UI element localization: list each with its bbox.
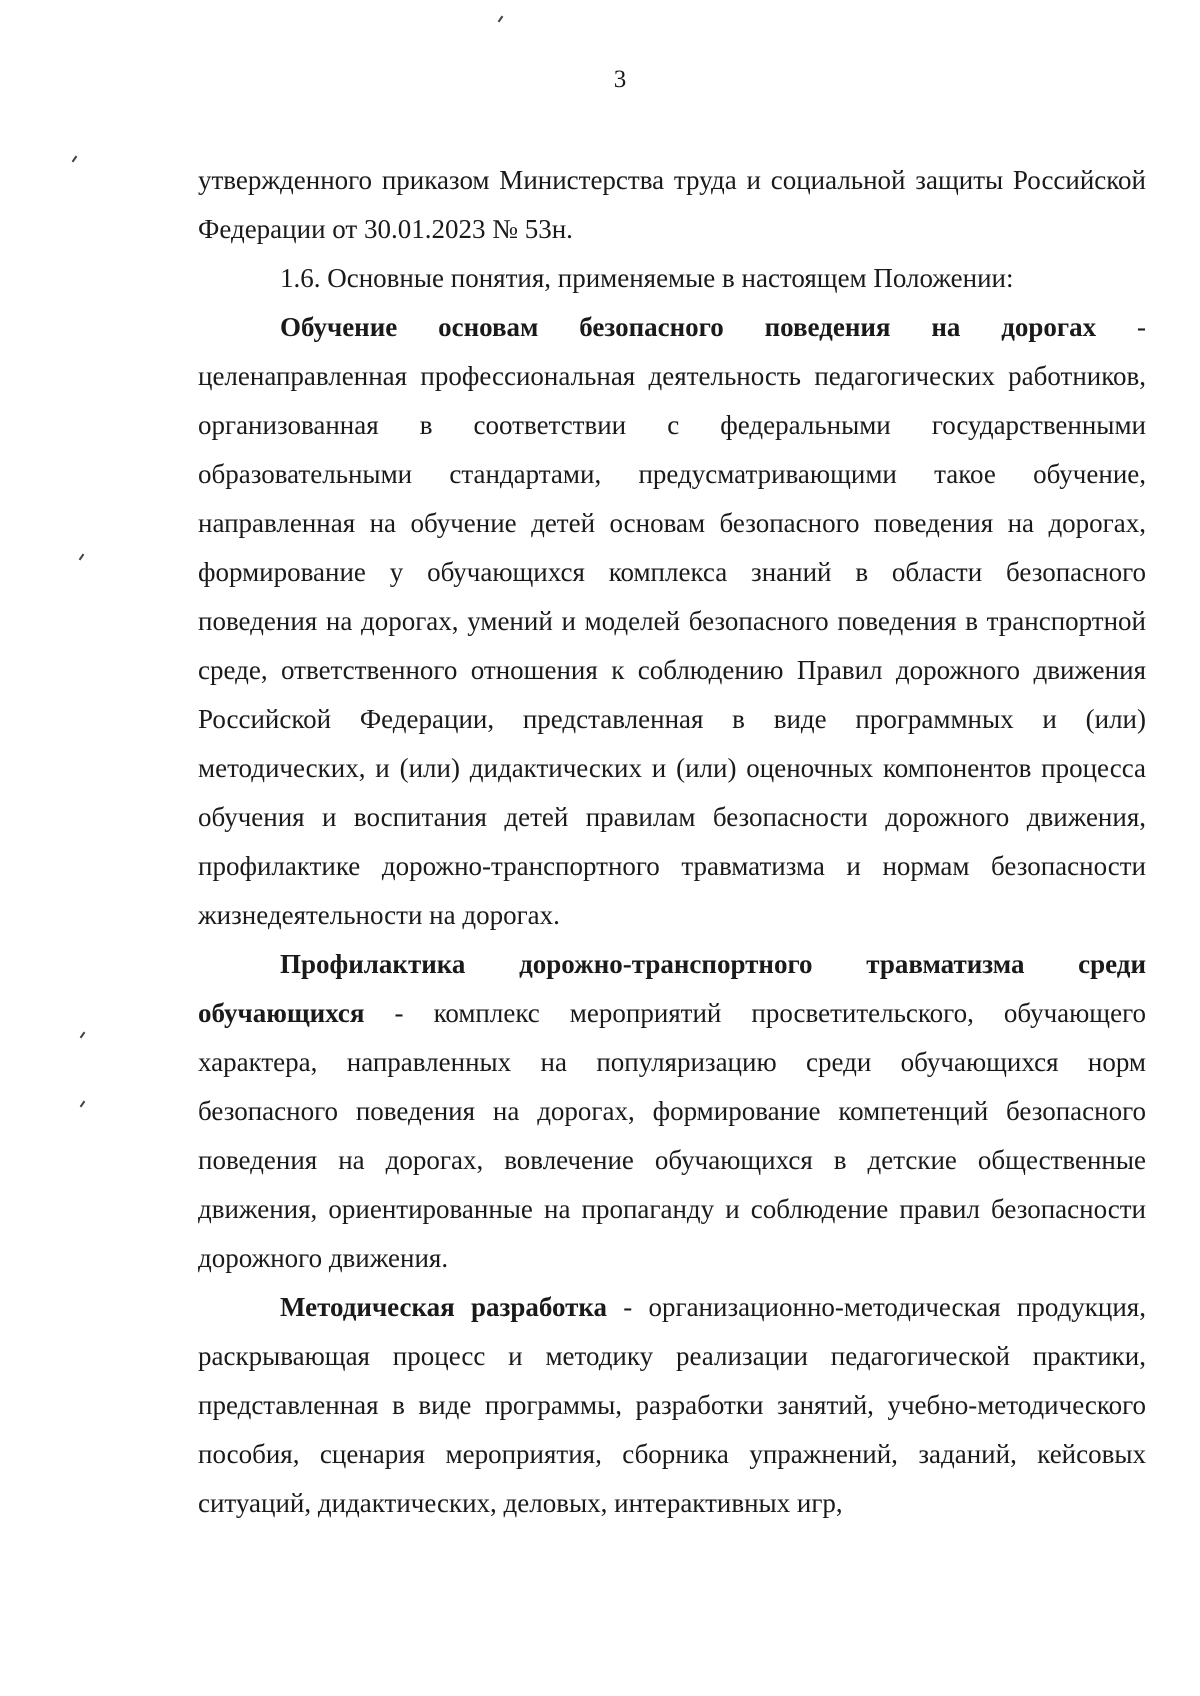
definition-term: Методическая разработка: [280, 1292, 608, 1322]
paragraph: [198, 156, 1146, 254]
definition-text: организационно-методическая продукция, раскрывающая процесс и методику реализации педагогической практики, представленная в виде программы, разработки занятий, учебно-методического пособия, сценария мероприятия, сборника упражнений, заданий, кейсовых ситуаций, дидактических, деловых, интерактивных игр,: [198, 1292, 1146, 1518]
definition-term: Профилактика дорожно-транспортного травматизма среди обучающихся: [198, 949, 1146, 1028]
definition-term: Обучение основам безопасного поведения на дорогах: [280, 312, 1097, 342]
scan-mark: [80, 1101, 86, 1108]
scan-mark: [79, 554, 85, 561]
definition-paragraph: [198, 303, 1146, 940]
definition-text: целенаправленная профессиональная деятельность педагогических работников, организованная в соответствии с федеральными государственными образовательными стандартами, предусматривающими такое обучение, направленная на обучение детей основам безопасного поведения на дорогах, формирование у обучающихся комплекса знаний в области безопасного поведения на дорогах, умений и моделей безопасного поведения в транспортной среде, ответственного отношения к соблюдению Правил дорожного движения Российской Федерации, представленная в виде программных и (или) методических, и (или) дидактических и (или) оценочных компонентов процесса обучения и воспитания детей правилам безопасности дорожного движения, профилактике дорожно-транспортного травматизма и нормам безопасности жизнедеятельности на дорогах.: [198, 361, 1146, 930]
document-body: [198, 156, 1146, 1528]
paragraph-text: утвержденного приказом Министерства труда и социальной защиты Российской Федерации от 30.01.2023 № 53н.: [198, 165, 1146, 244]
section-heading-text: 1.6. Основные понятия, применяемые в настоящем Положении:: [280, 263, 1014, 293]
scan-mark: [72, 156, 78, 163]
definition-dash: -: [364, 998, 434, 1028]
definition-paragraph: [198, 940, 1146, 1283]
section-heading: [198, 254, 1146, 303]
page-number: 3: [613, 66, 627, 93]
definition-dash: -: [607, 1292, 649, 1322]
definition-paragraph: [198, 1283, 1146, 1528]
definition-text: комплекс мероприятий просветительского, обучающего характера, направленных на популяризацию среди обучающихся норм безопасного поведения на дорогах, формирование компетенций безопасного поведения на дорогах, вовлечение обучающихся в детские общественные движения, ориентированные на пропаганду и соблюдение правил безопасности дорожного движения.: [198, 998, 1146, 1273]
scan-mark: [498, 16, 504, 23]
definition-dash: -: [1096, 312, 1146, 342]
scan-mark: [80, 1032, 86, 1039]
